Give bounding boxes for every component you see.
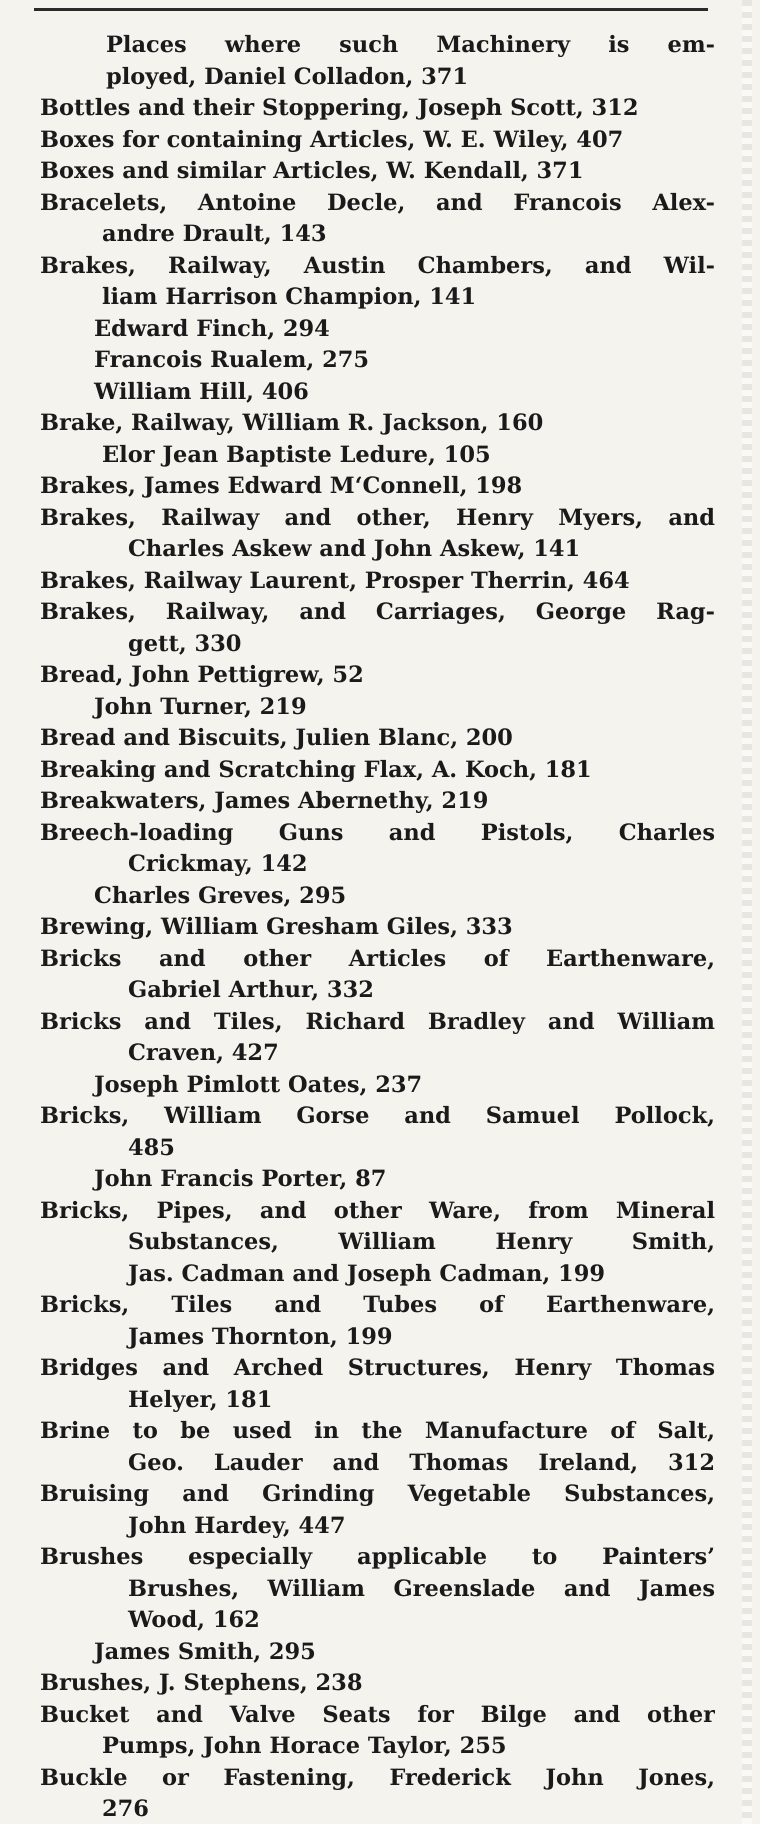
- entry-line: Bottles and their Stoppering, Joseph Scott, 312: [40, 95, 639, 121]
- entry-line: Craven, 427: [128, 1040, 279, 1066]
- index-entry: [40, 1637, 715, 1669]
- index-entry: [40, 1416, 715, 1479]
- entry-line: Charles Greves, 295: [94, 882, 347, 909]
- index-entry: [40, 377, 715, 409]
- index-entry: [40, 1668, 715, 1700]
- entry-line: John Turner, 219: [94, 693, 307, 720]
- entry-line: Bread, John Pettigrew, 52: [40, 662, 364, 688]
- entry-line: Elor Jean Baptiste Ledure, 105: [102, 441, 491, 468]
- entry-line: Brushes, William Greenslade and James: [128, 1575, 715, 1602]
- page-edge: [742, 0, 752, 1824]
- index-entry: [40, 30, 715, 93]
- index-entry: [40, 1007, 715, 1070]
- entry-line: Bricks and other Articles of Earthenware,: [40, 945, 715, 972]
- index-entry: [40, 1479, 715, 1542]
- entry-line: Jas. Cadman and Joseph Cadman, 199: [128, 1260, 606, 1287]
- index-entry: [40, 503, 715, 566]
- entry-line: Bricks, Tiles and Tubes of Earthenware,: [40, 1292, 715, 1318]
- index-entry: [40, 1101, 715, 1164]
- entry-line: Boxes and similar Articles, W. Kendall, 371: [40, 158, 584, 184]
- index-entry: [40, 944, 715, 1007]
- entry-line: Places where such Machinery is em-: [106, 32, 715, 58]
- index-entry: [40, 786, 715, 818]
- index-entry: [40, 597, 715, 660]
- entry-line: Brine to be used in the Manufacture of Salt,: [40, 1418, 715, 1444]
- index-entry: [40, 1542, 715, 1637]
- entry-line: Bruising and Grinding Vegetable Substances,: [40, 1481, 715, 1507]
- index-entry: [40, 93, 715, 125]
- entry-line: Brakes, Railway and other, Henry Myers, and: [40, 504, 715, 531]
- entry-line: John Hardey, 447: [128, 1512, 346, 1539]
- index-entry: [40, 912, 715, 944]
- index-entry: [40, 125, 715, 157]
- entry-line: Bricks, Pipes, and other Ware, from Mineral: [40, 1197, 715, 1224]
- entry-line: gett, 330: [128, 630, 242, 657]
- index-entry: [40, 1763, 715, 1824]
- entry-line: Edward Finch, 294: [94, 315, 330, 342]
- index-entry: [40, 1196, 715, 1291]
- index-entry: [40, 188, 715, 251]
- entry-line: Brakes, Railway, Austin Chambers, and Wil-: [40, 252, 715, 279]
- entry-line: andre Drault, 143: [102, 221, 327, 247]
- index-entry: [40, 251, 715, 314]
- entry-line: Buckle or Fastening, Frederick John Jones,: [40, 1764, 715, 1791]
- index-entry: [40, 818, 715, 881]
- entry-line: Bricks, William Gorse and Samuel Pollock,: [40, 1103, 715, 1129]
- entry-line: Brewing, William Gresham Giles, 333: [40, 914, 513, 940]
- entry-line: Brakes, Railway Laurent, Prosper Therrin, 464: [40, 567, 630, 594]
- entry-line: Bridges and Arched Structures, Henry Thomas: [40, 1355, 715, 1381]
- entry-line: Substances, William Henry Smith,: [128, 1229, 715, 1255]
- entry-line: Breaking and Scratching Flax, A. Koch, 181: [40, 756, 592, 783]
- entry-line: liam Harrison Champion, 141: [102, 284, 477, 310]
- index-entry: [40, 408, 715, 440]
- index-entry: [40, 471, 715, 503]
- entry-line: Gabriel Arthur, 332: [128, 977, 374, 1003]
- entry-line: Bricks and Tiles, Richard Bradley and William: [40, 1008, 715, 1035]
- entry-line: Bread and Biscuits, Julien Blanc, 200: [40, 725, 513, 751]
- index-entry: [40, 440, 715, 472]
- entry-line: William Hill, 406: [94, 378, 309, 405]
- index-entry: [40, 660, 715, 692]
- entry-line: Pumps, John Horace Taylor, 255: [102, 1733, 507, 1759]
- entry-line: Bracelets, Antoine Decle, and Francois Alex-: [40, 189, 715, 216]
- index-entry: [40, 755, 715, 787]
- entry-line: Breech-loading Guns and Pistols, Charles: [40, 819, 715, 846]
- entry-line: Breakwaters, James Abernethy, 219: [40, 788, 489, 814]
- index-entry: [40, 314, 715, 346]
- index-entry: [40, 566, 715, 598]
- index-entry: [40, 1070, 715, 1102]
- index-entry: [40, 1164, 715, 1196]
- index-entry: [40, 881, 715, 913]
- entry-line: Francois Rualem, 275: [94, 347, 370, 373]
- top-rule: [34, 8, 708, 11]
- entry-line: ployed, Daniel Colladon, 371: [106, 63, 469, 90]
- entry-line: John Francis Porter, 87: [94, 1166, 387, 1192]
- entry-line: James Smith, 295: [94, 1638, 316, 1665]
- index-entry: [40, 1353, 715, 1416]
- index-entry: [40, 345, 715, 377]
- entry-line: Brakes, James Edward M‘Connell, 198: [40, 473, 523, 499]
- entry-line: Charles Askew and John Askew, 141: [128, 536, 581, 562]
- index-list: [40, 30, 715, 1824]
- entry-line: Brake, Railway, William R. Jackson, 160: [40, 410, 544, 436]
- entry-line: Joseph Pimlott Oates, 237: [94, 1071, 423, 1098]
- index-entry: [40, 1700, 715, 1763]
- entry-line: 276: [102, 1796, 149, 1822]
- entry-line: 485: [128, 1134, 175, 1161]
- entry-line: Brushes, J. Stephens, 238: [40, 1670, 363, 1696]
- entry-line: Wood, 162: [128, 1607, 260, 1633]
- entry-line: Geo. Lauder and Thomas Ireland, 312: [128, 1449, 715, 1476]
- entry-line: Helyer, 181: [128, 1386, 273, 1413]
- entry-line: Crickmay, 142: [128, 851, 308, 877]
- entry-line: Bucket and Valve Seats for Bilge and other: [40, 1701, 715, 1728]
- entry-line: Brakes, Railway, and Carriages, George Rag-: [40, 599, 715, 625]
- index-entry: [40, 723, 715, 755]
- entry-line: Brushes especially applicable to Painters’: [40, 1544, 715, 1570]
- index-entry: [40, 692, 715, 724]
- entry-line: Boxes for containing Articles, W. E. Wiley, 407: [40, 126, 624, 153]
- index-entry: [40, 156, 715, 188]
- index-entry: [40, 1290, 715, 1353]
- entry-line: James Thornton, 199: [128, 1323, 393, 1350]
